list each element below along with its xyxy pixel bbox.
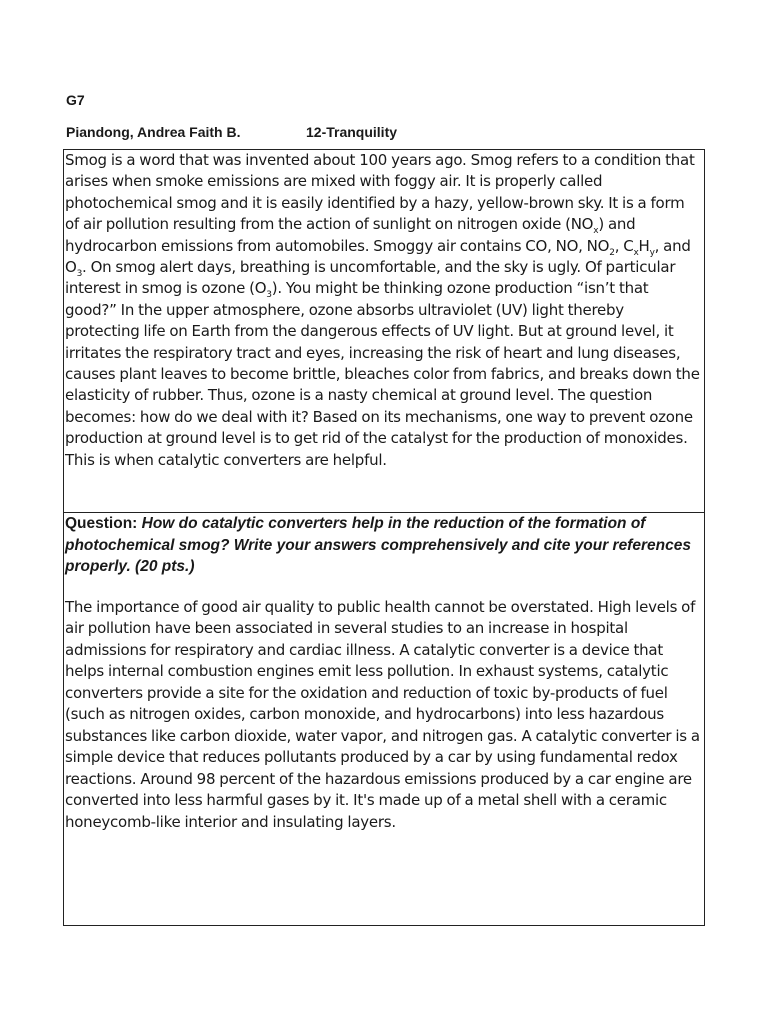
- passage-row: [64, 150, 705, 513]
- passage-text: Smog is a word that was invented about 100 years ago. Smog refers to a condition that arises when smoke emissions are mixed with foggy air. It is properly called photochemical smog and it is easily identified by a hazy, yellow-brown sky. It is a form of air pollution resulting from the action of sunlight on nitrogen oxide $(NO_x)$ and hydrocarbon emissions from automobiles. Smoggy air contains CO, NO, $NO_2$, $C_xH_y$, and $O_3$. On smog alert days, breathing is uncomfortable, and the sky is ugly. Of particular interest in smog is ozone $(O_3)$. You might be thinking ozone production “isn’t that good?” In the upper atmosphere, ozone absorbs ultraviolet (UV) light thereby protecting life on Earth from the dangerous effects of UV light. But at ground level, it irritates the respiratory tract and eyes, increasing the risk of heart and lung diseases, causes plant leaves to become brittle, bleaches color from fabrics, and breaks down the elasticity of rubber. Thus, ozone is a nasty chemical at ground level. The question becomes: how do we deal with it? Based on its mechanisms, one way to prevent ozone production at ground level is to get rid of the catalyst for the production of monoxides. This is when catalytic converters are helpful.: [65, 151, 700, 469]
- answer-text[interactable]: The importance of good air quality to public health cannot be overstated. High levels of air pollution have been associated in several studies to an increase in hospital admissions for respiratory and cardiac illness. A catalytic converter is a device that helps internal combustion engines emit less pollution. In exhaust systems, catalytic converters provide a site for the oxidation and reduction of toxic by-products of fuel (such as nitrogen oxides, carbon monoxide, and hydrocarbons) into less hazardous substances like carbon dioxide, water vapor, and nitrogen gas. A catalytic converter is a simple device that reduces pollutants produced by a car by using fundamental redox reactions. Around 98 percent of the hazardous emissions produced by a car engine are converted into less harmful gases by it. It's made up of a metal shell with a ceramic honeycomb-like interior and insulating layers.: [65, 597, 700, 831]
- question-prompt: [65, 513, 702, 578]
- question-label: Question:: [65, 515, 142, 532]
- student-name: Piandong, Andrea Faith B.: [66, 124, 241, 140]
- worksheet-table: [63, 149, 705, 926]
- student-info-line: [66, 124, 398, 140]
- question-cell[interactable]: [64, 513, 705, 926]
- passage-cell: [64, 150, 705, 513]
- group-label: G7: [66, 92, 85, 108]
- question-row: [64, 513, 705, 926]
- section-name: 12-Tranquility: [306, 124, 398, 140]
- question-text: How do catalytic converters help in the reduction of the formation of photochemical smog? Write your answers comprehensively and cite your references properly. (20 pts.): [65, 515, 691, 575]
